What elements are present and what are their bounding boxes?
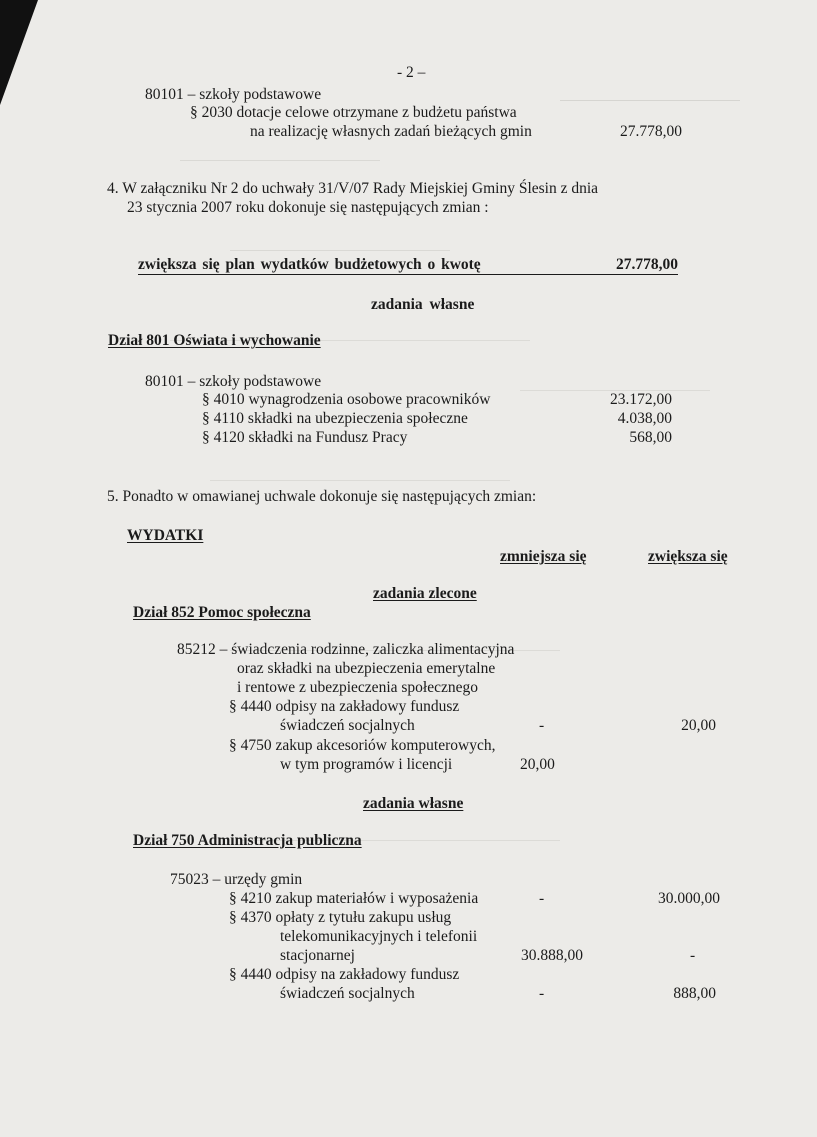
item-4750-line1: § 4750 zakup akcesoriów komputerowych, bbox=[229, 737, 496, 754]
item-2030-amount: 27.778,00 bbox=[620, 123, 682, 140]
own-tasks-heading: zadania własne bbox=[371, 296, 475, 313]
chapter-85212-line3: i rentowe z ubezpieczenia społecznego bbox=[237, 679, 478, 696]
scan-corner-shadow bbox=[0, 0, 60, 110]
item-4440-line2: świadczeń socjalnych bbox=[280, 717, 415, 734]
column-increase-header: zwiększa się bbox=[648, 548, 728, 565]
item-4370-line1: § 4370 opłaty z tytułu zakupu usług bbox=[229, 909, 452, 926]
item-4120-label: § 4120 składki na Fundusz Pracy bbox=[202, 429, 408, 446]
item-4210-decrease: - bbox=[539, 890, 545, 907]
section-852-heading: Dział 852 Pomoc społeczna bbox=[133, 604, 311, 621]
item-4370-decrease: 30.888,00 bbox=[521, 947, 583, 964]
item-2030-line1: § 2030 dotacje celowe otrzymane z budżetu państwa bbox=[190, 104, 517, 121]
expenses-heading: WYDATKI bbox=[127, 527, 204, 544]
own-tasks-heading-2: zadania własne bbox=[363, 795, 464, 812]
increase-plan-amount: 27.778,00 bbox=[616, 256, 678, 273]
increase-plan-label: zwiększa się plan wydatków budżetowych o kwotę bbox=[138, 256, 481, 273]
item-4440b-increase: 888,00 bbox=[673, 985, 716, 1002]
item-4210-label: § 4210 zakup materiałów i wyposażenia bbox=[229, 890, 479, 907]
point4-line1: 4. W załączniku Nr 2 do uchwały 31/V/07 Rady Miejskiej Gminy Ślesin z dnia bbox=[107, 180, 599, 197]
item-4440-increase: 20,00 bbox=[681, 717, 716, 734]
chapter-80101-line: 80101 – szkoły podstawowe bbox=[145, 86, 322, 103]
item-4440-line1: § 4440 odpisy na zakładowy fundusz bbox=[229, 698, 460, 715]
section-801-heading: Dział 801 Oświata i wychowanie bbox=[108, 332, 321, 349]
item-4370-line3: stacjonarnej bbox=[280, 947, 355, 964]
item-4210-increase: 30.000,00 bbox=[658, 890, 720, 907]
bleed-through bbox=[210, 470, 510, 481]
item-4440b-line2: świadczeń socjalnych bbox=[280, 985, 415, 1002]
point4-line2: 23 stycznia 2007 roku dokonuje się następujących zmian : bbox=[127, 199, 489, 216]
chapter-75023-line: 75023 – urzędy gmin bbox=[170, 871, 303, 888]
item-4440b-line1: § 4440 odpisy na zakładowy fundusz bbox=[229, 966, 460, 983]
item-4750-line2: w tym programów i licencji bbox=[280, 756, 453, 773]
item-2030-line2: na realizację własnych zadań bieżących gmin bbox=[250, 123, 532, 140]
item-4010-label: § 4010 wynagrodzenia osobowe pracowników bbox=[202, 391, 491, 408]
chapter-85212-line2: oraz składki na ubezpieczenia emerytalne bbox=[237, 660, 496, 677]
item-4110-label: § 4110 składki na ubezpieczenia społeczne bbox=[202, 410, 468, 427]
item-4370-line2: telekomunikacyjnych i telefonii bbox=[280, 928, 478, 945]
page-number: - 2 – bbox=[397, 64, 426, 81]
item-4120-amount: 568,00 bbox=[629, 429, 672, 446]
bleed-through bbox=[180, 150, 380, 161]
increase-plan-underline bbox=[138, 274, 678, 275]
chapter-85212-line1: 85212 – świadczenia rodzinne, zaliczka alimentacyjna bbox=[177, 641, 515, 658]
item-4440-decrease: - bbox=[539, 717, 545, 734]
item-4110-amount: 4.038,00 bbox=[617, 410, 672, 427]
section-750-heading: Dział 750 Administracja publiczna bbox=[133, 832, 362, 849]
bleed-through bbox=[230, 240, 450, 251]
item-4440b-decrease: - bbox=[539, 985, 545, 1002]
item-4010-amount: 23.172,00 bbox=[610, 391, 672, 408]
commissioned-tasks-heading: zadania zlecone bbox=[373, 585, 477, 602]
column-decrease-header: zmniejsza się bbox=[500, 548, 587, 565]
bleed-through bbox=[560, 88, 740, 101]
point5-line: 5. Ponadto w omawianej uchwale dokonuje się następujących zmian: bbox=[107, 488, 537, 505]
item-4370-increase: - bbox=[690, 947, 696, 964]
bleed-through bbox=[520, 380, 710, 391]
item-4750-decrease: 20,00 bbox=[520, 756, 555, 773]
chapter-80101-line: 80101 – szkoły podstawowe bbox=[145, 373, 322, 390]
